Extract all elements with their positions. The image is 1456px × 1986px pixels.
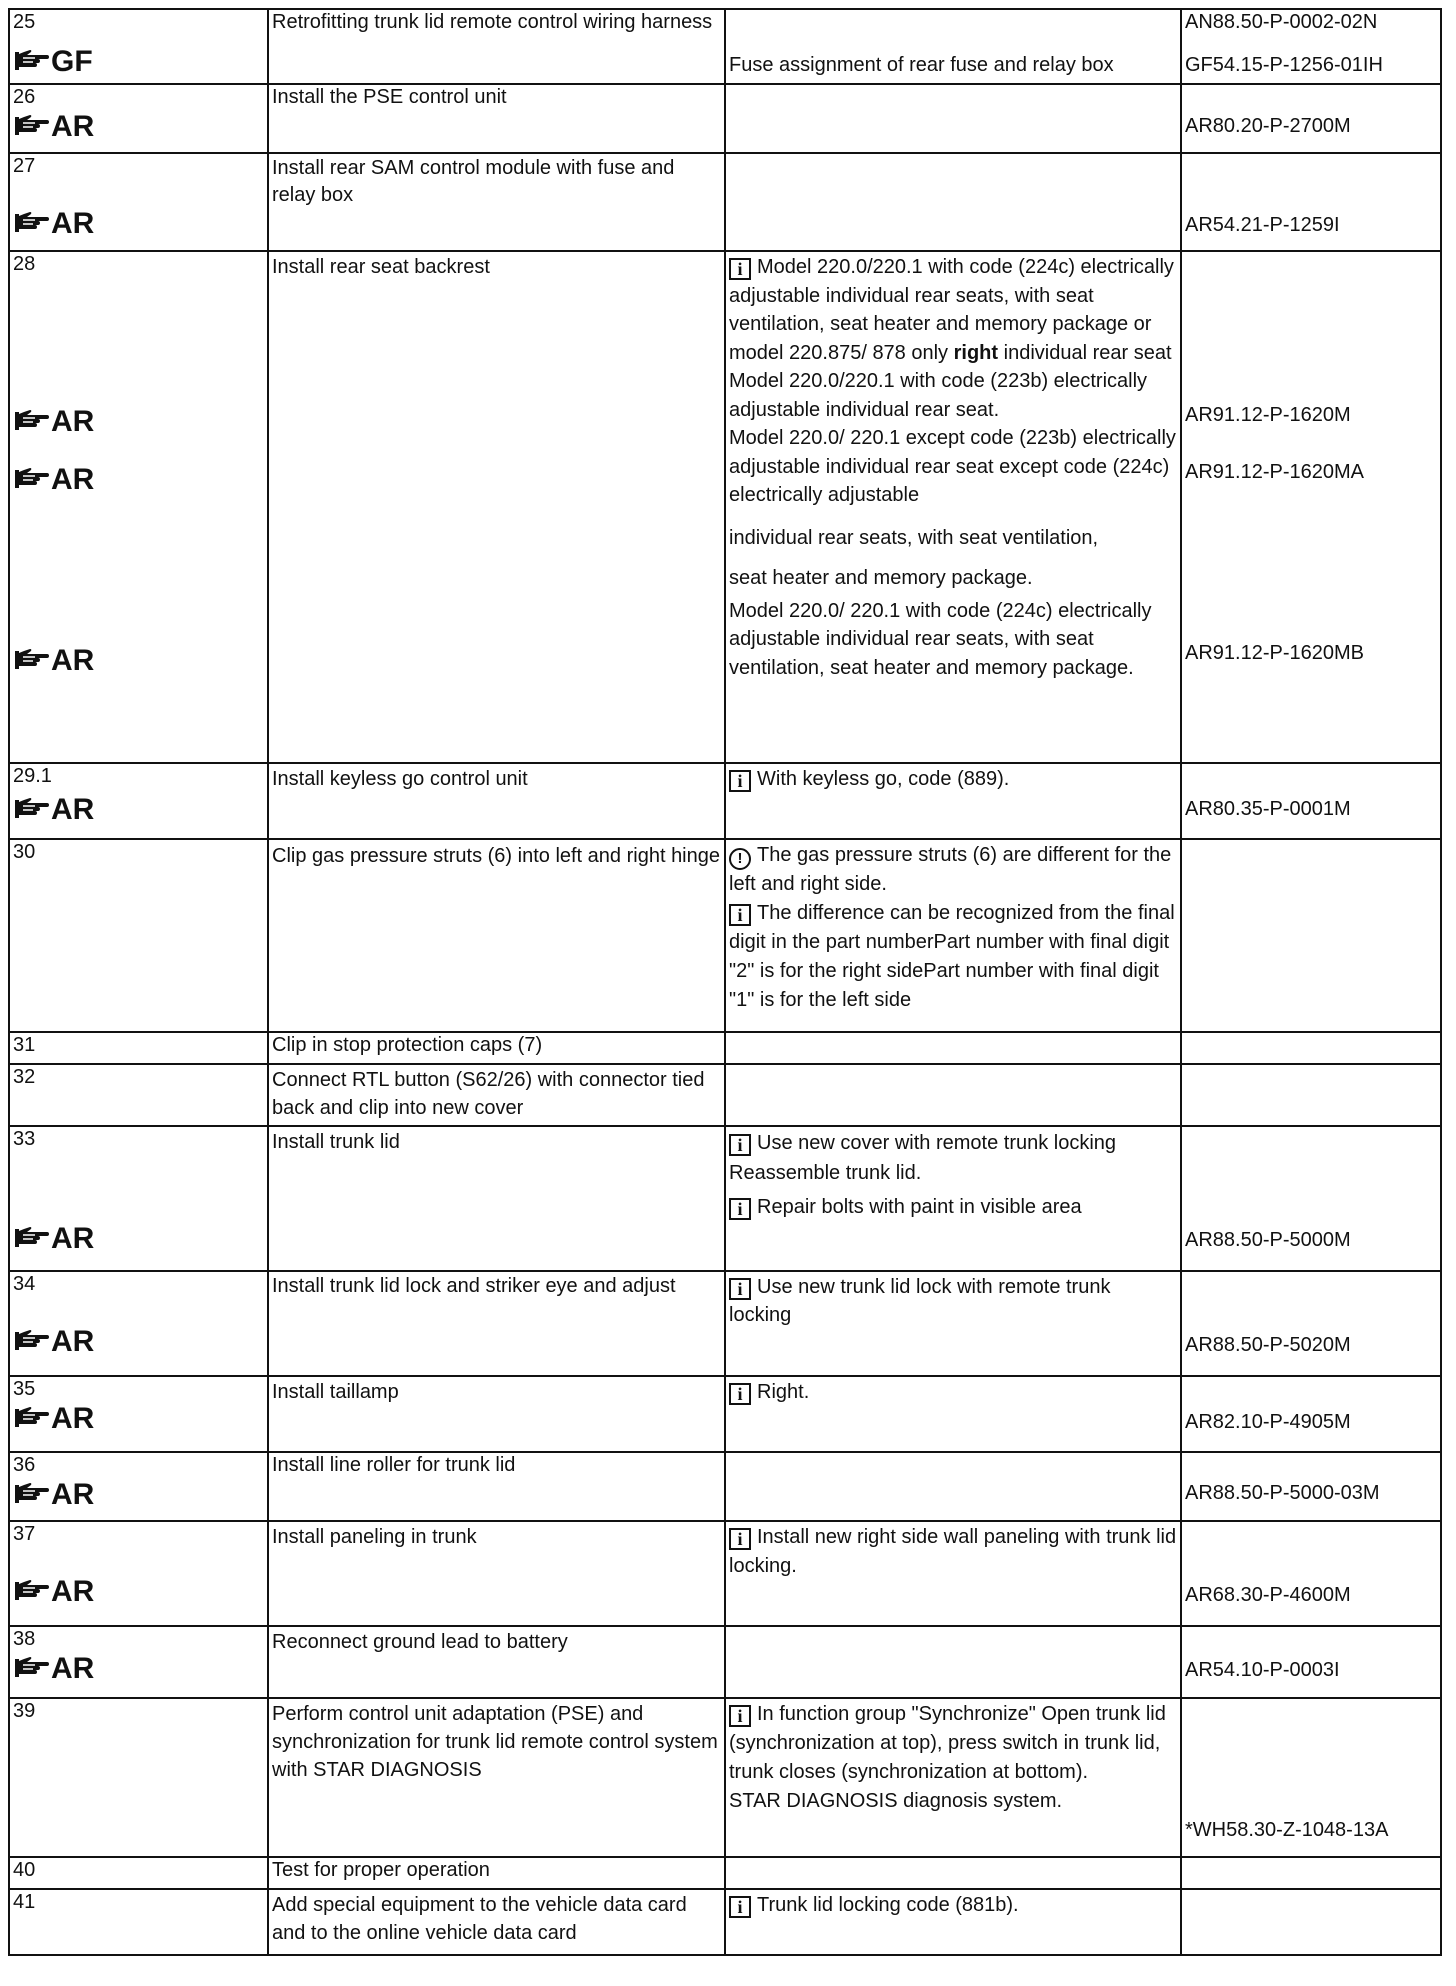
table-row	[9, 251, 1441, 763]
warning-note: ! The gas pressure struts (6) are different for the left and right side.	[729, 844, 1172, 895]
pointing-hand-icon	[13, 1406, 49, 1430]
table-row	[9, 1452, 1441, 1521]
info-icon: i	[729, 1528, 751, 1550]
note-cell	[725, 1521, 1181, 1626]
pointing-hand-icon	[13, 797, 49, 821]
info-note: i Trunk lid locking code (881b).	[729, 1891, 1177, 1920]
operation-cell	[268, 1857, 725, 1889]
operation-text: Perform control unit adaptation (PSE) and synchronization for trunk lid remote control system with STAR DIAGNOSIS	[272, 1703, 718, 1781]
doc-cell	[1181, 1376, 1441, 1452]
step-number: 28	[13, 253, 36, 275]
step-number: 30	[13, 841, 36, 863]
doc-cell	[1181, 1857, 1441, 1889]
operation-cell	[268, 1032, 725, 1064]
step-cell	[9, 1698, 268, 1857]
doc-link[interactable]: AR91.12-P-1620MA	[1185, 461, 1364, 483]
operation-cell	[268, 1376, 725, 1452]
doc-link[interactable]: AR68.30-P-4600M	[1185, 1584, 1351, 1606]
doc-link[interactable]: AN88.50-P-0002-02N	[1185, 11, 1378, 33]
pointing-hand-icon	[13, 467, 49, 491]
ref-link[interactable]: AR	[13, 403, 264, 439]
info-note: i Model 220.0/220.1 with code (224c) electrically adjustable individual rear seats, with seat ventilation, seat heater and memory package or model 220.875/ 878 only right individual rear seat	[729, 256, 1174, 364]
doc-link[interactable]: AR88.50-P-5020M	[1185, 1334, 1351, 1356]
table-row	[9, 1064, 1441, 1126]
step-cell	[9, 1376, 268, 1452]
note-text: STAR DIAGNOSIS diagnosis system.	[729, 1790, 1063, 1812]
note-cell	[725, 1064, 1181, 1126]
info-icon: i	[729, 1383, 751, 1405]
operation-text: Install paneling in trunk	[272, 1526, 477, 1548]
operation-cell	[268, 1889, 725, 1955]
info-note: i Use new cover with remote trunk locking	[729, 1128, 1177, 1158]
operation-text: Install taillamp	[272, 1381, 399, 1403]
ref-link[interactable]: AR	[13, 791, 264, 827]
operation-text: Install line roller for trunk lid	[272, 1454, 516, 1476]
info-note: i Use new trunk lid lock with remote trunk locking	[729, 1276, 1111, 1326]
doc-cell	[1181, 839, 1441, 1032]
ref-link[interactable]: AR	[13, 1400, 264, 1436]
table-row	[9, 1889, 1441, 1955]
pointing-hand-icon	[13, 1482, 49, 1506]
ref-link[interactable]: AR	[13, 642, 264, 678]
step-number: 29.1	[13, 765, 52, 787]
table-row	[9, 1626, 1441, 1698]
note-text: Reassemble trunk lid.	[729, 1162, 922, 1184]
pointing-hand-icon	[13, 1329, 49, 1353]
step-cell	[9, 84, 268, 153]
pointing-hand-icon	[13, 211, 49, 235]
note-cell	[725, 1857, 1181, 1889]
step-cell	[9, 1626, 268, 1698]
step-number: 35	[13, 1378, 36, 1400]
step-number: 32	[13, 1066, 36, 1088]
step-cell	[9, 9, 268, 84]
operation-cell	[268, 9, 725, 84]
note-text: Model 220.0/ 220.1 with code (224c) electrically adjustable individual rear seats, with seat ventilation, seat heater and memory package.	[729, 599, 1152, 679]
note-cell	[725, 251, 1181, 763]
step-number: 41	[13, 1891, 36, 1913]
step-cell	[9, 1271, 268, 1376]
info-icon: i	[729, 1896, 751, 1918]
info-note: i Install new right side wall paneling with trunk lid locking.	[729, 1526, 1177, 1577]
note-cell	[725, 1452, 1181, 1521]
doc-link[interactable]: AR54.21-P-1259I	[1185, 214, 1340, 236]
info-note: i In function group "Synchronize" Open trunk lid (synchronization at top), press switch in trunk lid,	[729, 1703, 1166, 1754]
doc-link[interactable]: AR88.50-P-5000-03M	[1185, 1482, 1380, 1504]
step-number: 38	[13, 1628, 36, 1650]
info-icon: i	[729, 770, 751, 792]
note-text: individual rear seats, with seat ventilation,	[729, 526, 1099, 549]
note-cell	[725, 9, 1181, 84]
info-icon: i	[729, 904, 751, 926]
table-row	[9, 1376, 1441, 1452]
doc-cell	[1181, 1452, 1441, 1521]
step-number: 31	[13, 1034, 36, 1056]
operation-text: Install rear seat backrest	[272, 256, 490, 278]
info-note: i The difference can be recognized from the final digit in the part numberPart number with final digit "2" is for the right sidePart number with final digit "1" is for the left side	[729, 902, 1175, 1011]
doc-cell	[1181, 1271, 1441, 1376]
note-cell	[725, 1698, 1181, 1857]
note-cell	[725, 1889, 1181, 1955]
ref-link[interactable]: AR	[13, 1476, 264, 1512]
step-number: 26	[13, 86, 36, 108]
info-icon: i	[729, 1134, 751, 1156]
doc-link[interactable]: AR80.20-P-2700M	[1185, 115, 1351, 137]
ref-link[interactable]: AR	[13, 205, 264, 241]
step-cell	[9, 1889, 268, 1955]
step-number: 36	[13, 1454, 36, 1476]
operation-text: Install rear SAM control module with fuse and relay box	[272, 157, 675, 206]
info-icon: i	[729, 1198, 751, 1220]
step-number: 40	[13, 1859, 36, 1881]
warning-icon: !	[729, 848, 751, 870]
ref-link[interactable]: AR	[13, 1220, 264, 1256]
note-text: trunk closes (synchronization at bottom).	[729, 1761, 1089, 1783]
doc-link[interactable]: *WH58.30-Z-1048-13A	[1185, 1819, 1389, 1841]
note-cell	[725, 84, 1181, 153]
table-row	[9, 1271, 1441, 1376]
operation-cell	[268, 251, 725, 763]
table-row	[9, 1698, 1441, 1857]
ref-link[interactable]: AR	[13, 1323, 264, 1359]
operation-text: Test for proper operation	[272, 1859, 490, 1881]
table-row	[9, 1126, 1441, 1271]
step-number: 37	[13, 1523, 36, 1545]
operation-cell	[268, 1452, 725, 1521]
operation-text: Clip in stop protection caps (7)	[272, 1034, 543, 1056]
table-row	[9, 9, 1441, 84]
step-number: 34	[13, 1273, 36, 1295]
operation-text: Reconnect ground lead to battery	[272, 1631, 568, 1653]
step-cell	[9, 251, 268, 763]
doc-cell	[1181, 1889, 1441, 1955]
doc-link[interactable]: AR54.10-P-0003I	[1185, 1659, 1340, 1681]
doc-cell	[1181, 84, 1441, 153]
info-icon: i	[729, 1705, 751, 1727]
pointing-hand-icon	[13, 49, 49, 73]
operation-cell	[268, 153, 725, 251]
operation-text: Install the PSE control unit	[272, 86, 507, 108]
table-row	[9, 1521, 1441, 1626]
note-cell	[725, 153, 1181, 251]
step-number: 39	[13, 1700, 36, 1722]
doc-cell	[1181, 1032, 1441, 1064]
procedure-table	[8, 8, 1442, 1956]
pointing-hand-icon	[13, 1656, 49, 1680]
note-text: Model 220.0/220.1 with code (223b) electrically adjustable individual rear seat.	[729, 370, 1148, 421]
note-cell	[725, 1032, 1181, 1064]
operation-text: Install keyless go control unit	[272, 768, 528, 790]
operation-cell	[268, 839, 725, 1032]
doc-cell	[1181, 9, 1441, 84]
operation-cell	[268, 1521, 725, 1626]
operation-cell	[268, 763, 725, 839]
pointing-hand-icon	[13, 1226, 49, 1250]
operation-cell	[268, 1064, 725, 1126]
operation-cell	[268, 1126, 725, 1271]
operation-text: Install trunk lid lock and striker eye and adjust	[272, 1275, 676, 1297]
info-note: i With keyless go, code (889).	[729, 765, 1177, 794]
table-row	[9, 1032, 1441, 1064]
note-text: Model 220.0/ 220.1 except code (223b) electrically adjustable individual rear seat except code (224c) electrically adjustable	[729, 427, 1176, 506]
operation-cell	[268, 1698, 725, 1857]
step-cell	[9, 1126, 268, 1271]
step-cell	[9, 839, 268, 1032]
doc-link[interactable]: GF54.15-P-1256-01IH	[1185, 54, 1383, 76]
doc-cell	[1181, 1626, 1441, 1698]
doc-link[interactable]: AR91.12-P-1620MB	[1185, 642, 1364, 664]
step-cell	[9, 1857, 268, 1889]
info-note: i Repair bolts with paint in visible area	[729, 1192, 1177, 1222]
step-cell	[9, 1452, 268, 1521]
step-number: 27	[13, 155, 36, 177]
step-cell	[9, 153, 268, 251]
table-row	[9, 153, 1441, 251]
step-number: 33	[13, 1128, 36, 1150]
operation-text: Add special equipment to the vehicle data card and to the online vehicle data card	[272, 1894, 687, 1944]
doc-cell	[1181, 1698, 1441, 1857]
table-row	[9, 1857, 1441, 1889]
operation-cell	[268, 84, 725, 153]
doc-link[interactable]: AR88.50-P-5000M	[1185, 1229, 1351, 1251]
ref-link[interactable]: AR	[13, 108, 264, 144]
step-number: 25	[13, 11, 36, 33]
pointing-hand-icon	[13, 648, 49, 672]
note-cell	[725, 763, 1181, 839]
note-cell	[725, 1126, 1181, 1271]
step-cell	[9, 763, 268, 839]
doc-cell	[1181, 1126, 1441, 1271]
note-cell	[725, 1271, 1181, 1376]
doc-cell	[1181, 251, 1441, 763]
note-cell	[725, 1626, 1181, 1698]
doc-link[interactable]: AR82.10-P-4905M	[1185, 1411, 1351, 1433]
ref-link[interactable]: GF	[13, 43, 264, 79]
note-text: Fuse assignment of rear fuse and relay box	[729, 54, 1114, 76]
doc-cell	[1181, 1064, 1441, 1126]
ref-link[interactable]: AR	[13, 461, 264, 497]
pointing-hand-icon	[13, 409, 49, 433]
note-text: seat heater and memory package.	[729, 567, 1033, 589]
info-icon: i	[729, 1278, 751, 1300]
operation-text: Install trunk lid	[272, 1131, 400, 1153]
operation-cell	[268, 1626, 725, 1698]
note-cell	[725, 1376, 1181, 1452]
operation-text: Retrofitting trunk lid remote control wiring harness	[272, 11, 713, 33]
step-cell	[9, 1032, 268, 1064]
step-cell	[9, 1064, 268, 1126]
table-row	[9, 763, 1441, 839]
pointing-hand-icon	[13, 1579, 49, 1603]
info-note: i Right.	[729, 1378, 1177, 1407]
doc-link[interactable]: AR91.12-P-1620M	[1185, 404, 1351, 426]
operation-text: Clip gas pressure struts (6) into left and right hinge	[272, 845, 720, 867]
doc-link[interactable]: AR80.35-P-0001M	[1185, 798, 1351, 820]
ref-link[interactable]: AR	[13, 1650, 264, 1686]
doc-cell	[1181, 763, 1441, 839]
operation-text: Connect RTL button (S62/26) with connector tied back and clip into new cover	[272, 1069, 705, 1119]
step-cell	[9, 1521, 268, 1626]
table-row	[9, 84, 1441, 153]
pointing-hand-icon	[13, 114, 49, 138]
operation-cell	[268, 1271, 725, 1376]
ref-link[interactable]: AR	[13, 1573, 264, 1609]
doc-cell	[1181, 1521, 1441, 1626]
table-row	[9, 839, 1441, 1032]
doc-cell	[1181, 153, 1441, 251]
note-cell	[725, 839, 1181, 1032]
info-icon: i	[729, 258, 751, 280]
